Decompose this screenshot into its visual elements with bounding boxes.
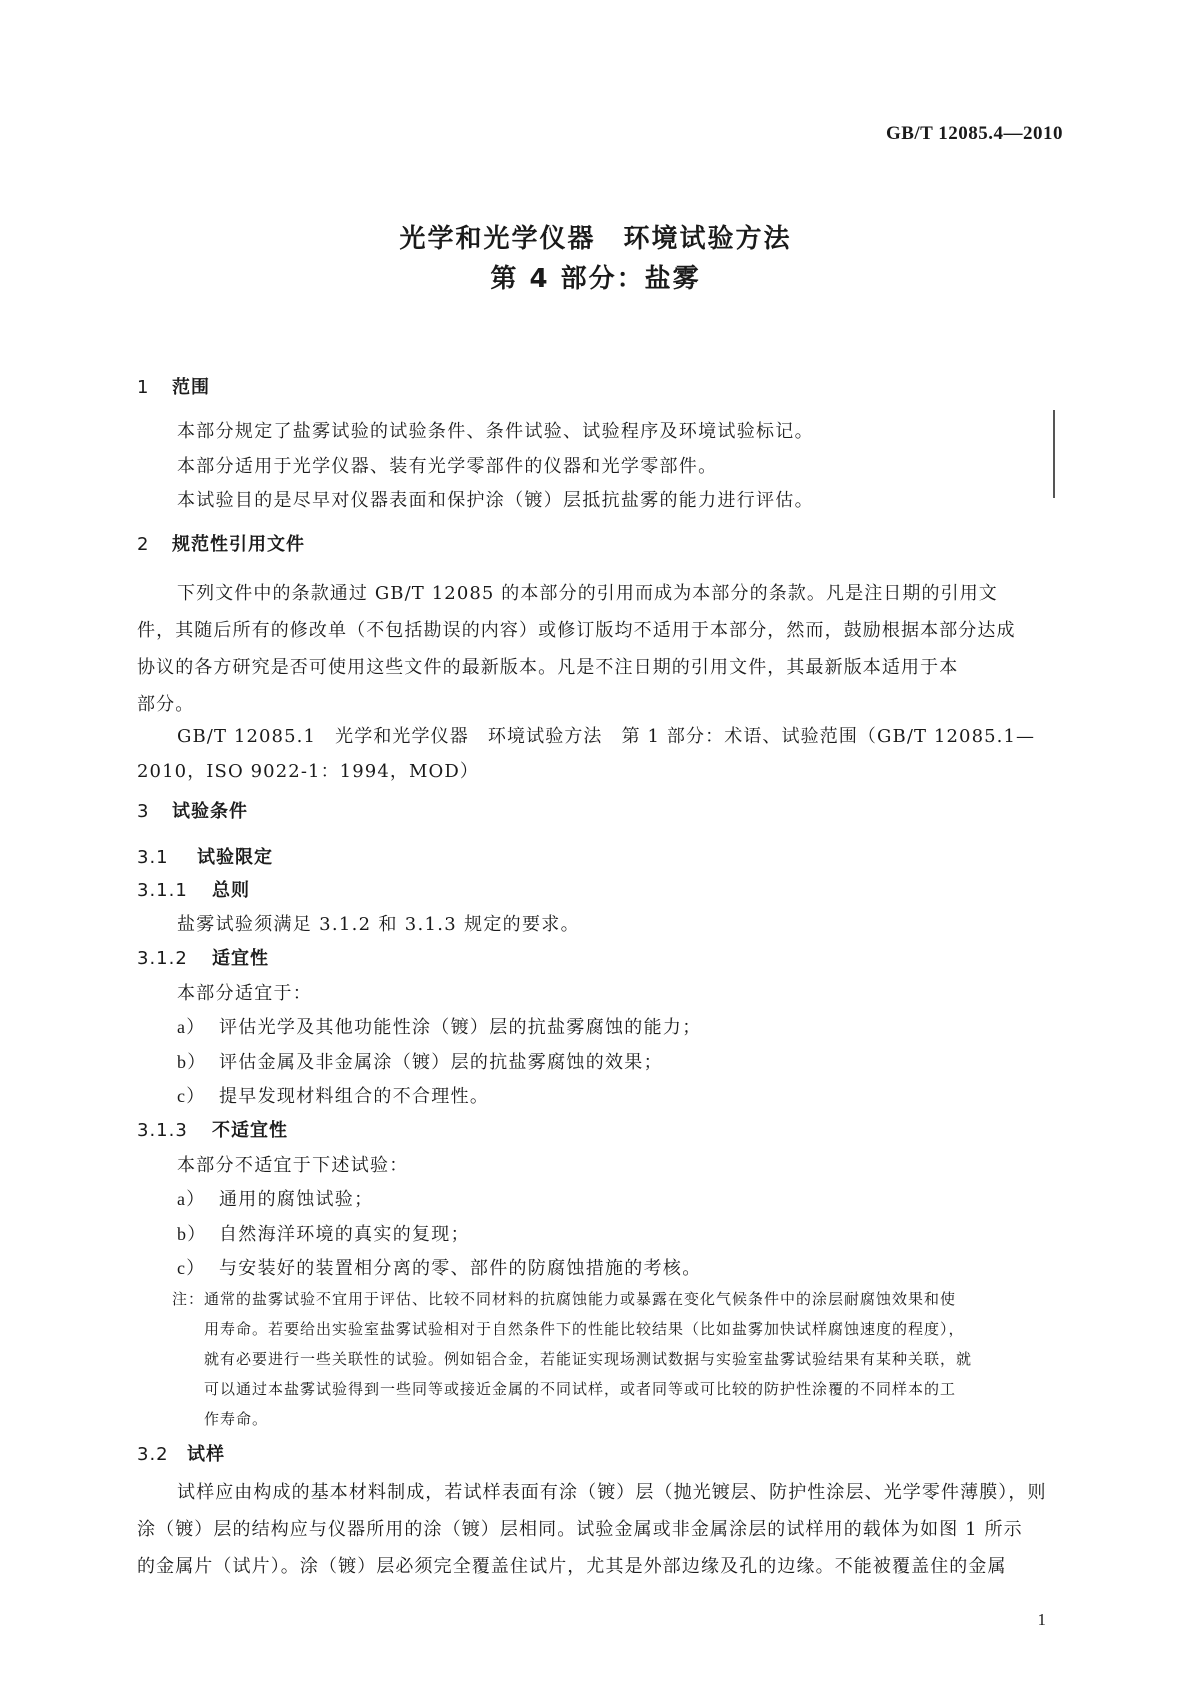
paragraph: 本试验目的是尽早对仪器表面和保护涂（镀）层抵抗盐雾的能力进行评估。 bbox=[177, 490, 814, 511]
paragraph: 本部分适用于光学仪器、装有光学零部件的仪器和光学零部件。 bbox=[177, 456, 718, 477]
list-text: 与安装好的装置相分离的零、部件的防腐蚀措施的考核。 bbox=[219, 1258, 702, 1279]
section-title: 适宜性 bbox=[212, 948, 269, 969]
note-label: 注： bbox=[172, 1290, 205, 1308]
section-number: 3.1 bbox=[137, 847, 169, 868]
paragraph: 涂（镀）层的结构应与仪器所用的涂（镀）层相同。试验金属或非金属涂层的试样用的载体为如图 1 所示 bbox=[137, 1519, 1023, 1540]
list-label: b） bbox=[177, 1224, 207, 1244]
paragraph: 的金属片（试片）。涂（镀）层必须完全覆盖住试片，尤其是外部边缘及孔的边缘。不能被覆盖住的金属 bbox=[137, 1556, 1007, 1577]
section-1-heading bbox=[137, 373, 210, 399]
document-title-line2: 第 4 部分：盐雾 bbox=[490, 264, 701, 294]
list-label: a） bbox=[177, 1017, 206, 1037]
subsection-3-1-1-heading bbox=[137, 876, 250, 902]
page-number: 1 bbox=[1037, 1610, 1046, 1629]
paragraph: 本部分不适宜于下述试验： bbox=[177, 1155, 409, 1176]
section-number: 3.1.1 bbox=[137, 880, 188, 901]
list-item bbox=[177, 1220, 470, 1246]
note-line: 用寿命。若要给出实验室盐雾试验相对于自然条件下的性能比较结果（比如盐雾加快试样腐蚀速度的程度）， bbox=[204, 1320, 965, 1338]
list-text: 评估光学及其他功能性涂（镀）层的抗盐雾腐蚀的能力； bbox=[219, 1017, 702, 1038]
section-title: 规范性引用文件 bbox=[172, 534, 305, 555]
section-number: 3.1.2 bbox=[137, 948, 188, 969]
section-number: 3 bbox=[137, 801, 150, 822]
list-item bbox=[177, 1048, 663, 1074]
paragraph: 协议的各方研究是否可使用这些文件的最新版本。凡是不注日期的引用文件，其最新版本适用于本 bbox=[137, 657, 959, 678]
paragraph: 盐雾试验须满足 3.1.2 和 3.1.3 规定的要求。 bbox=[177, 914, 580, 935]
note-line: 就有必要进行一些关联性的试验。例如铝合金，若能证实现场测试数据与实验室盐雾试验结果有某种关联，就 bbox=[204, 1350, 973, 1368]
section-3-heading bbox=[137, 797, 248, 823]
section-title: 试样 bbox=[187, 1444, 225, 1465]
paragraph: 本部分规定了盐雾试验的试验条件、条件试验、试验程序及环境试验标记。 bbox=[177, 421, 814, 442]
list-text: 自然海洋环境的真实的复现； bbox=[219, 1224, 470, 1245]
paragraph: 试样应由构成的基本材料制成，若试样表面有涂（镀）层（抛光镀层、防护性涂层、光学零件薄膜），则 bbox=[177, 1482, 1047, 1503]
list-text: 提早发现材料组合的不合理性。 bbox=[219, 1086, 490, 1107]
section-title: 不适宜性 bbox=[212, 1120, 288, 1141]
section-number: 3.2 bbox=[137, 1444, 169, 1465]
section-number: 1 bbox=[137, 377, 150, 398]
change-bar bbox=[1053, 410, 1055, 498]
paragraph: 件，其随后所有的修改单（不包括勘误的内容）或修订版均不适用于本部分，然而，鼓励根据本部分达成 bbox=[137, 620, 1016, 641]
reference-entry: 2010，ISO 9022-1：1994，MOD） bbox=[137, 761, 479, 782]
list-text: 评估金属及非金属涂（镀）层的抗盐雾腐蚀的效果； bbox=[219, 1052, 663, 1073]
section-number: 3.1.3 bbox=[137, 1120, 188, 1141]
section-title: 范围 bbox=[172, 377, 210, 398]
list-label: c） bbox=[177, 1258, 206, 1278]
note-line: 可以通过本盐雾试验得到一些同等或接近金属的不同试样，或者同等或可比较的防护性涂覆的不同样本的工 bbox=[204, 1380, 957, 1398]
subsection-3-1-2-heading bbox=[137, 944, 269, 970]
list-item bbox=[177, 1082, 489, 1108]
reference-entry: GB/T 12085.1 光学和光学仪器 环境试验方法 第 1 部分：术语、试验范围（GB/T 12085.1— bbox=[177, 726, 1036, 747]
note-line: 作寿命。 bbox=[204, 1410, 269, 1428]
list-text: 通用的腐蚀试验； bbox=[219, 1189, 374, 1210]
section-title: 总则 bbox=[212, 880, 250, 901]
list-item bbox=[177, 1013, 702, 1039]
paragraph: 部分。 bbox=[137, 694, 195, 715]
paragraph: 下列文件中的条款通过 GB/T 12085 的本部分的引用而成为本部分的条款。凡是注日期的引用文 bbox=[177, 583, 998, 604]
paragraph: 本部分适宜于： bbox=[177, 983, 313, 1004]
standard-number: GB/T 12085.4—2010 bbox=[885, 123, 1063, 144]
section-2-heading bbox=[137, 530, 305, 556]
subsection-3-1-heading bbox=[137, 843, 273, 869]
note-line: 通常的盐雾试验不宜用于评估、比较不同材料的抗腐蚀能力或暴露在变化气候条件中的涂层耐腐蚀效果和使 bbox=[204, 1290, 957, 1308]
list-label: c） bbox=[177, 1086, 206, 1106]
list-label: b） bbox=[177, 1052, 207, 1072]
list-item bbox=[177, 1254, 702, 1280]
subsection-3-1-3-heading bbox=[137, 1116, 288, 1142]
section-title: 试验限定 bbox=[197, 847, 273, 868]
section-number: 2 bbox=[137, 534, 150, 555]
section-title: 试验条件 bbox=[172, 801, 248, 822]
list-item bbox=[177, 1185, 373, 1211]
subsection-3-2-heading bbox=[137, 1440, 225, 1466]
document-title-line1: 光学和光学仪器 环境试验方法 bbox=[399, 224, 792, 254]
list-label: a） bbox=[177, 1189, 206, 1209]
